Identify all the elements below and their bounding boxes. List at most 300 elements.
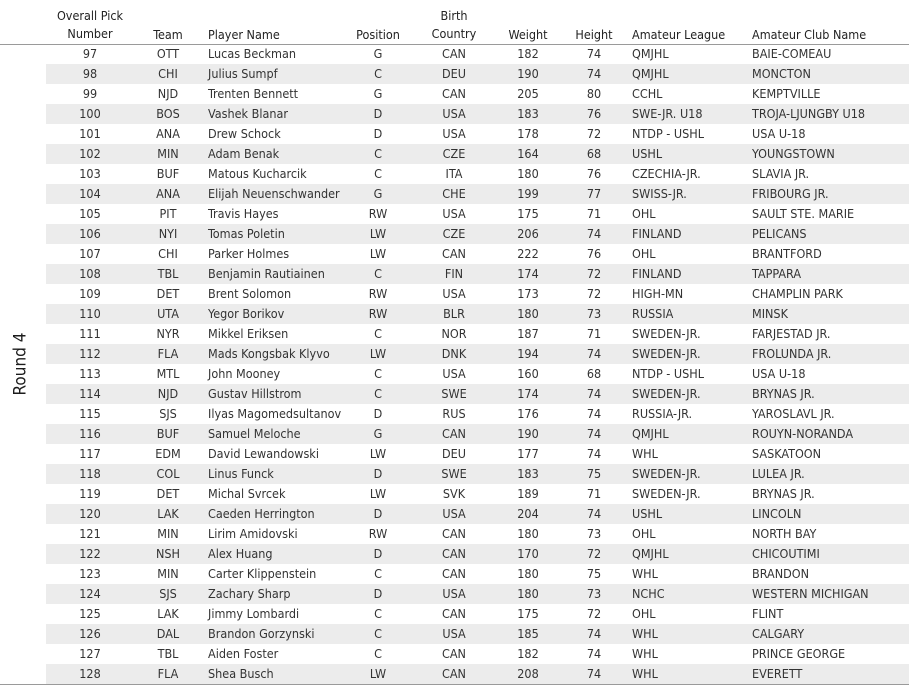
cell-weight: 182 — [517, 46, 539, 61]
cell-team: LAK — [157, 606, 179, 621]
round-label — [0, 44, 40, 684]
cell-country: BLR — [443, 306, 465, 321]
cell-pick: 125 — [79, 606, 101, 621]
cell-league: NCHC — [632, 586, 665, 601]
table-bottom-border — [0, 684, 909, 685]
cell-club: CHICOUTIMI — [752, 546, 820, 561]
cell-pick: 97 — [82, 46, 98, 61]
cell-club: BAIE-COMEAU — [752, 46, 832, 61]
cell-weight: 208 — [517, 666, 539, 681]
cell-team: FLA — [157, 666, 179, 681]
table-row — [46, 504, 909, 524]
cell-team: BUF — [156, 166, 180, 181]
cell-club: USA U-18 — [752, 366, 806, 381]
cell-player: Drew Schock — [208, 126, 281, 141]
header-position: Position — [356, 27, 400, 42]
table-body — [46, 44, 909, 684]
cell-position: RW — [368, 306, 388, 321]
cell-pick: 123 — [79, 566, 101, 581]
cell-club: PELICANS — [752, 226, 807, 241]
cell-position: C — [374, 366, 382, 381]
cell-weight: 183 — [517, 106, 539, 121]
cell-height: 75 — [586, 466, 602, 481]
cell-pick: 100 — [79, 106, 101, 121]
header-overall-pick: Overall Pick Number — [56, 8, 124, 41]
cell-club: BRYNAS JR. — [752, 486, 815, 501]
cell-league: OHL — [632, 206, 656, 221]
cell-league: WHL — [632, 626, 658, 641]
cell-league: WHL — [632, 646, 658, 661]
cell-club: YOUNGSTOWN — [752, 146, 835, 161]
cell-country: CHE — [442, 186, 466, 201]
cell-pick: 118 — [79, 466, 101, 481]
cell-club: BRANTFORD — [752, 246, 822, 261]
cell-position: C — [374, 386, 382, 401]
table-row — [46, 544, 909, 564]
cell-pick: 122 — [79, 546, 101, 561]
cell-player: Zachary Sharp — [208, 586, 291, 601]
cell-team: ANA — [156, 126, 180, 141]
table-header — [0, 0, 909, 45]
cell-weight: 174 — [517, 386, 539, 401]
cell-team: LAK — [157, 506, 179, 521]
cell-club: CALGARY — [752, 626, 805, 641]
cell-country: ITA — [445, 166, 463, 181]
cell-club: FARJESTAD JR. — [752, 326, 831, 341]
cell-team: DET — [156, 486, 180, 501]
cell-pick: 114 — [79, 386, 101, 401]
cell-height: 76 — [586, 246, 602, 261]
cell-team: NSH — [155, 546, 180, 561]
cell-country: USA — [442, 206, 466, 221]
cell-player: Elijah Neuenschwander — [208, 186, 340, 201]
cell-league: QMJHL — [632, 546, 669, 561]
cell-weight: 180 — [517, 526, 539, 541]
cell-position: RW — [368, 206, 388, 221]
cell-height: 77 — [586, 186, 602, 201]
cell-team: CHI — [158, 66, 178, 81]
cell-player: Matous Kucharcik — [208, 166, 307, 181]
cell-weight: 160 — [517, 366, 539, 381]
table-row — [46, 524, 909, 544]
cell-pick: 101 — [79, 126, 101, 141]
header-player-name: Player Name — [208, 27, 280, 42]
cell-player: Adam Benak — [208, 146, 280, 161]
cell-pick: 126 — [79, 626, 101, 641]
cell-position: D — [373, 546, 383, 561]
cell-height: 74 — [586, 406, 602, 421]
cell-club: NORTH BAY — [752, 526, 817, 541]
cell-team: NJD — [157, 86, 179, 101]
cell-country: FIN — [444, 266, 464, 281]
cell-player: Caeden Herrington — [208, 506, 315, 521]
cell-pick: 124 — [79, 586, 101, 601]
cell-position: C — [374, 326, 382, 341]
cell-pick: 110 — [79, 306, 101, 321]
cell-club: MINSK — [752, 306, 788, 321]
cell-team: MIN — [157, 526, 179, 541]
cell-pick: 99 — [82, 86, 98, 101]
cell-league: WHL — [632, 666, 658, 681]
table-row — [46, 184, 909, 204]
cell-weight: 180 — [517, 566, 539, 581]
table-row — [46, 284, 909, 304]
cell-height: 72 — [586, 606, 602, 621]
cell-country: USA — [442, 286, 466, 301]
cell-position: LW — [369, 666, 387, 681]
cell-player: Ilyas Magomedsultanov — [208, 406, 342, 421]
table-row — [46, 444, 909, 464]
cell-league: QMJHL — [632, 66, 669, 81]
cell-league: RUSSIA — [632, 306, 674, 321]
cell-weight: 199 — [517, 186, 539, 201]
cell-team: UTA — [157, 306, 179, 321]
cell-position: D — [373, 126, 383, 141]
cell-country: CAN — [442, 426, 466, 441]
cell-player: Gustav Hillstrom — [208, 386, 302, 401]
cell-position: C — [374, 66, 382, 81]
cell-country: USA — [442, 506, 466, 521]
cell-player: Travis Hayes — [208, 206, 279, 221]
cell-country: USA — [442, 106, 466, 121]
cell-player: Alex Huang — [208, 546, 273, 561]
cell-weight: 189 — [517, 486, 539, 501]
cell-weight: 183 — [517, 466, 539, 481]
cell-player: Brent Solomon — [208, 286, 292, 301]
cell-pick: 109 — [79, 286, 101, 301]
cell-pick: 116 — [79, 426, 101, 441]
cell-club: BRYNAS JR. — [752, 386, 815, 401]
cell-club: WESTERN MICHIGAN — [752, 586, 869, 601]
cell-team: NYI — [158, 226, 178, 241]
cell-position: G — [373, 426, 383, 441]
table-row — [46, 424, 909, 444]
cell-height: 68 — [586, 366, 602, 381]
header-height: Height — [575, 27, 613, 42]
cell-league: SWISS-JR. — [632, 186, 687, 201]
cell-pick: 115 — [79, 406, 101, 421]
cell-country: SWE — [441, 386, 467, 401]
cell-team: DAL — [156, 626, 180, 641]
cell-league: NTDP - USHL — [632, 126, 705, 141]
cell-player: Lirim Amidovski — [208, 526, 298, 541]
cell-club: FROLUNDA JR. — [752, 346, 832, 361]
cell-height: 72 — [586, 286, 602, 301]
cell-club: CHAMPLIN PARK — [752, 286, 843, 301]
cell-player: Michal Svrcek — [208, 486, 286, 501]
cell-position: LW — [369, 486, 387, 501]
cell-height: 74 — [586, 626, 602, 641]
cell-pick: 117 — [79, 446, 101, 461]
table-row — [46, 224, 909, 244]
cell-position: D — [373, 466, 383, 481]
table-row — [46, 364, 909, 384]
cell-club: PRINCE GEORGE — [752, 646, 846, 661]
cell-team: NYR — [156, 326, 180, 341]
cell-weight: 176 — [517, 406, 539, 421]
cell-position: LW — [369, 226, 387, 241]
cell-country: USA — [442, 366, 466, 381]
cell-player: David Lewandowski — [208, 446, 319, 461]
cell-player: Parker Holmes — [208, 246, 290, 261]
cell-player: Trenten Bennett — [208, 86, 299, 101]
cell-pick: 105 — [79, 206, 101, 221]
cell-country: DEU — [442, 66, 466, 81]
table-row — [46, 264, 909, 284]
cell-club: FRIBOURG JR. — [752, 186, 829, 201]
cell-team: CHI — [158, 246, 178, 261]
cell-position: C — [374, 146, 382, 161]
cell-weight: 194 — [517, 346, 539, 361]
cell-league: OHL — [632, 526, 656, 541]
cell-weight: 174 — [517, 266, 539, 281]
header-birth-country: Birth Country — [431, 8, 477, 41]
cell-club: ROUYN-NORANDA — [752, 426, 854, 441]
cell-club: LULEA JR. — [752, 466, 805, 481]
cell-player: Benjamin Rautiainen — [208, 266, 325, 281]
header-team: Team — [153, 27, 183, 42]
cell-player: Samuel Meloche — [208, 426, 301, 441]
cell-league: SWE-JR. U18 — [632, 106, 703, 121]
cell-height: 74 — [586, 46, 602, 61]
cell-team: BOS — [156, 106, 180, 121]
cell-height: 72 — [586, 546, 602, 561]
cell-weight: 180 — [517, 166, 539, 181]
table-row — [46, 304, 909, 324]
cell-team: MIN — [157, 566, 179, 581]
cell-club: SLAVIA JR. — [752, 166, 810, 181]
table-row — [46, 64, 909, 84]
cell-country: CAN — [442, 566, 466, 581]
cell-weight: 173 — [517, 286, 539, 301]
cell-country: RUS — [442, 406, 466, 421]
cell-weight: 206 — [517, 226, 539, 241]
cell-team: TBL — [157, 646, 179, 661]
cell-player: Vashek Blanar — [208, 106, 288, 121]
cell-pick: 107 — [79, 246, 101, 261]
cell-country: CAN — [442, 666, 466, 681]
cell-position: G — [373, 46, 383, 61]
cell-height: 74 — [586, 386, 602, 401]
cell-weight: 222 — [517, 246, 539, 261]
table-row — [46, 604, 909, 624]
header-weight: Weight — [508, 27, 548, 42]
cell-player: Carter Klippenstein — [208, 566, 317, 581]
cell-pick: 128 — [79, 666, 101, 681]
cell-pick: 120 — [79, 506, 101, 521]
cell-height: 80 — [586, 86, 602, 101]
cell-club: KEMPTVILLE — [752, 86, 821, 101]
cell-pick: 103 — [79, 166, 101, 181]
cell-weight: 204 — [517, 506, 539, 521]
cell-country: DNK — [441, 346, 467, 361]
cell-weight: 177 — [517, 446, 539, 461]
table-row — [46, 484, 909, 504]
cell-league: FINLAND — [632, 226, 682, 241]
cell-height: 73 — [586, 526, 602, 541]
cell-club: TAPPARA — [752, 266, 802, 281]
cell-league: SWEDEN-JR. — [632, 486, 701, 501]
cell-team: NJD — [157, 386, 179, 401]
cell-height: 76 — [586, 166, 602, 181]
cell-club: EVERETT — [752, 666, 803, 681]
cell-club: MONCTON — [752, 66, 811, 81]
cell-height: 68 — [586, 146, 602, 161]
table-row — [46, 244, 909, 264]
cell-height: 71 — [586, 486, 602, 501]
cell-height: 71 — [586, 326, 602, 341]
cell-weight: 182 — [517, 646, 539, 661]
cell-position: G — [373, 186, 383, 201]
table-row — [46, 44, 909, 64]
cell-pick: 111 — [79, 326, 101, 341]
cell-club: USA U-18 — [752, 126, 806, 141]
cell-position: RW — [368, 286, 388, 301]
cell-pick: 98 — [82, 66, 98, 81]
cell-team: EDM — [155, 446, 181, 461]
cell-weight: 175 — [517, 606, 539, 621]
table-row — [46, 404, 909, 424]
cell-position: RW — [368, 526, 388, 541]
cell-league: RUSSIA-JR. — [632, 406, 693, 421]
cell-player: Mads Kongsbak Klyvo — [208, 346, 330, 361]
cell-pick: 102 — [79, 146, 101, 161]
cell-team: SJS — [159, 406, 177, 421]
cell-position: C — [374, 626, 382, 641]
cell-weight: 205 — [517, 86, 539, 101]
cell-weight: 190 — [517, 426, 539, 441]
cell-country: USA — [442, 626, 466, 641]
cell-height: 74 — [586, 666, 602, 681]
cell-league: USHL — [632, 146, 663, 161]
header-amateur-league: Amateur League — [632, 27, 726, 42]
cell-height: 74 — [586, 226, 602, 241]
table-row — [46, 104, 909, 124]
table-row — [46, 164, 909, 184]
cell-position: LW — [369, 246, 387, 261]
cell-player: Mikkel Eriksen — [208, 326, 289, 341]
cell-country: USA — [442, 126, 466, 141]
cell-height: 72 — [586, 126, 602, 141]
cell-pick: 106 — [79, 226, 101, 241]
cell-league: SWEDEN-JR. — [632, 346, 701, 361]
cell-weight: 175 — [517, 206, 539, 221]
cell-team: BUF — [156, 426, 180, 441]
cell-player: Shea Busch — [208, 666, 274, 681]
table-row — [46, 464, 909, 484]
cell-height: 74 — [586, 446, 602, 461]
cell-league: SWEDEN-JR. — [632, 326, 701, 341]
cell-team: COL — [156, 466, 180, 481]
table-row — [46, 324, 909, 344]
cell-position: C — [374, 566, 382, 581]
cell-country: CZE — [442, 146, 466, 161]
cell-country: SVK — [442, 486, 466, 501]
cell-team: MTL — [156, 366, 180, 381]
table-row — [46, 344, 909, 364]
cell-weight: 180 — [517, 586, 539, 601]
cell-height: 74 — [586, 646, 602, 661]
cell-club: SAULT STE. MARIE — [752, 206, 855, 221]
cell-country: USA — [442, 586, 466, 601]
table-row — [46, 664, 909, 684]
cell-player: Brandon Gorzynski — [208, 626, 315, 641]
cell-pick: 119 — [79, 486, 101, 501]
cell-position: D — [373, 506, 383, 521]
cell-team: TBL — [157, 266, 179, 281]
table-row — [46, 644, 909, 664]
cell-position: C — [374, 166, 382, 181]
cell-position: D — [373, 586, 383, 601]
cell-player: Yegor Borikov — [208, 306, 285, 321]
table-row — [46, 144, 909, 164]
cell-pick: 104 — [79, 186, 101, 201]
cell-league: QMJHL — [632, 46, 669, 61]
cell-league: FINLAND — [632, 266, 682, 281]
cell-height: 73 — [586, 306, 602, 321]
cell-position: C — [374, 606, 382, 621]
cell-player: Tomas Poletin — [208, 226, 285, 241]
cell-position: C — [374, 266, 382, 281]
header-amateur-club: Amateur Club Name — [752, 27, 867, 42]
cell-player: John Mooney — [208, 366, 281, 381]
cell-position: LW — [369, 446, 387, 461]
table-row — [46, 624, 909, 644]
cell-pick: 121 — [79, 526, 101, 541]
cell-team: PIT — [159, 206, 177, 221]
cell-height: 72 — [586, 266, 602, 281]
cell-league: OHL — [632, 606, 656, 621]
cell-height: 74 — [586, 346, 602, 361]
cell-team: OTT — [156, 46, 180, 61]
cell-height: 75 — [586, 566, 602, 581]
cell-league: QMJHL — [632, 426, 669, 441]
cell-league: SWEDEN-JR. — [632, 386, 701, 401]
cell-height: 74 — [586, 66, 602, 81]
cell-league: HIGH-MN — [632, 286, 684, 301]
cell-league: CZECHIA-JR. — [632, 166, 701, 181]
cell-position: D — [373, 406, 383, 421]
cell-pick: 113 — [79, 366, 101, 381]
cell-country: CAN — [442, 606, 466, 621]
table-row — [46, 84, 909, 104]
cell-weight: 185 — [517, 626, 539, 641]
cell-player: Aiden Foster — [208, 646, 279, 661]
cell-country: CAN — [442, 246, 466, 261]
table-row — [46, 584, 909, 604]
cell-weight: 190 — [517, 66, 539, 81]
table-row — [46, 564, 909, 584]
table-row — [46, 124, 909, 144]
cell-country: CAN — [442, 546, 466, 561]
cell-position: LW — [369, 346, 387, 361]
cell-league: SWEDEN-JR. — [632, 466, 701, 481]
table-row — [46, 384, 909, 404]
table-row — [46, 204, 909, 224]
cell-height: 74 — [586, 506, 602, 521]
cell-league: WHL — [632, 446, 658, 461]
cell-player: Jimmy Lombardi — [208, 606, 300, 621]
cell-height: 71 — [586, 206, 602, 221]
cell-player: Julius Sumpf — [208, 66, 278, 81]
cell-weight: 170 — [517, 546, 539, 561]
cell-position: C — [374, 646, 382, 661]
cell-position: D — [373, 106, 383, 121]
cell-country: DEU — [442, 446, 466, 461]
cell-club: TROJA-LJUNGBY U18 — [752, 106, 866, 121]
cell-height: 76 — [586, 106, 602, 121]
cell-height: 73 — [586, 586, 602, 601]
